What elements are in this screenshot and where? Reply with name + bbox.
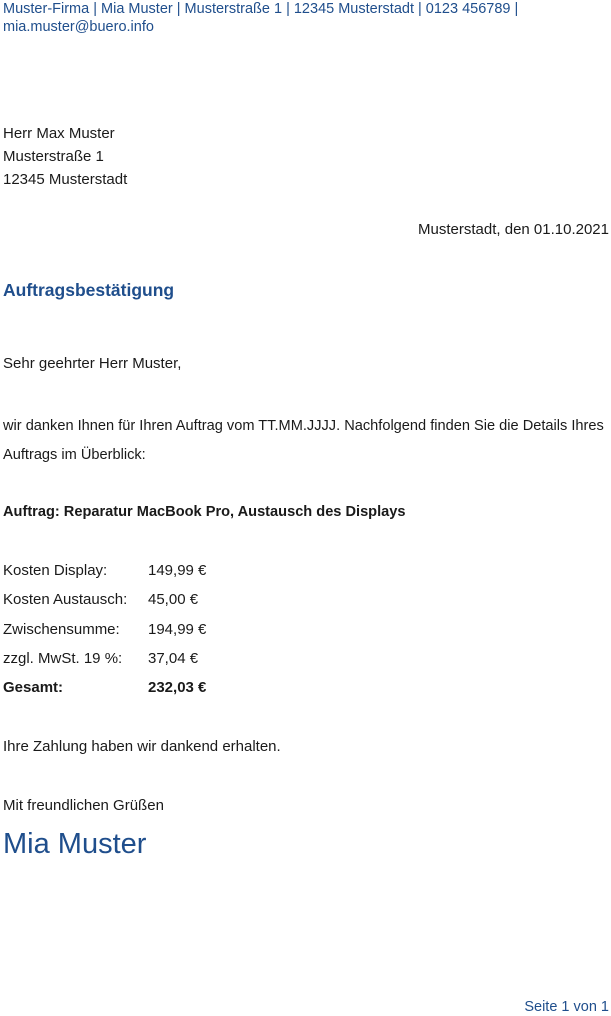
cost-value: 232,03 € xyxy=(148,679,207,697)
cost-row-total xyxy=(3,677,206,706)
cost-value: 149,99 € xyxy=(148,562,207,579)
cost-row-subtotal xyxy=(3,619,206,648)
intro-paragraph: wir danken Ihnen für Ihren Auftrag vom TT.MM.JJJJ. Nachfolgend finden Sie die Details Ihres Auftrags im Überblick: xyxy=(3,418,604,463)
letterhead xyxy=(3,0,603,36)
cost-row-display xyxy=(3,560,206,589)
cost-value: 194,99 € xyxy=(148,620,207,638)
page-number: Seite 1 von 1 xyxy=(524,999,609,1015)
salutation: Sehr geehrter Herr Muster, xyxy=(3,355,182,372)
letterhead-contact-line: Muster-Firma | Mia Muster | Musterstraße 1 | 12345 Musterstadt | 0123 456789 | xyxy=(3,1,519,17)
cost-value: 37,04 € xyxy=(148,649,199,667)
cost-label: Kosten Austausch: xyxy=(3,591,128,609)
cost-label: zzgl. MwSt. 19 %: xyxy=(3,649,123,667)
cost-row-vat xyxy=(3,648,206,677)
cost-value: 45,00 € xyxy=(148,591,199,609)
cost-label: Gesamt: xyxy=(3,679,64,697)
payment-note: Ihre Zahlung haben wir dankend erhalten. xyxy=(3,738,281,755)
letterhead-email: mia.muster@buero.info xyxy=(3,19,154,35)
place-date: Musterstadt, den 01.10.2021 xyxy=(418,221,609,238)
recipient-name: Herr Max Muster xyxy=(3,125,115,142)
order-title: Auftrag: Reparatur MacBook Pro, Austausch des Displays xyxy=(3,504,406,520)
closing-phrase: Mit freundlichen Grüßen xyxy=(3,797,164,814)
recipient-city: 12345 Musterstadt xyxy=(3,171,128,188)
cost-label: Kosten Display: xyxy=(3,562,108,579)
recipient-street: Musterstraße 1 xyxy=(3,148,104,165)
recipient-address xyxy=(3,122,127,191)
letter-subject: Auftragsbestätigung xyxy=(3,280,175,300)
cost-label: Zwischensumme: xyxy=(3,620,120,638)
cost-row-exchange xyxy=(3,589,206,618)
cost-table xyxy=(3,560,206,706)
signature: Mia Muster xyxy=(3,828,147,860)
